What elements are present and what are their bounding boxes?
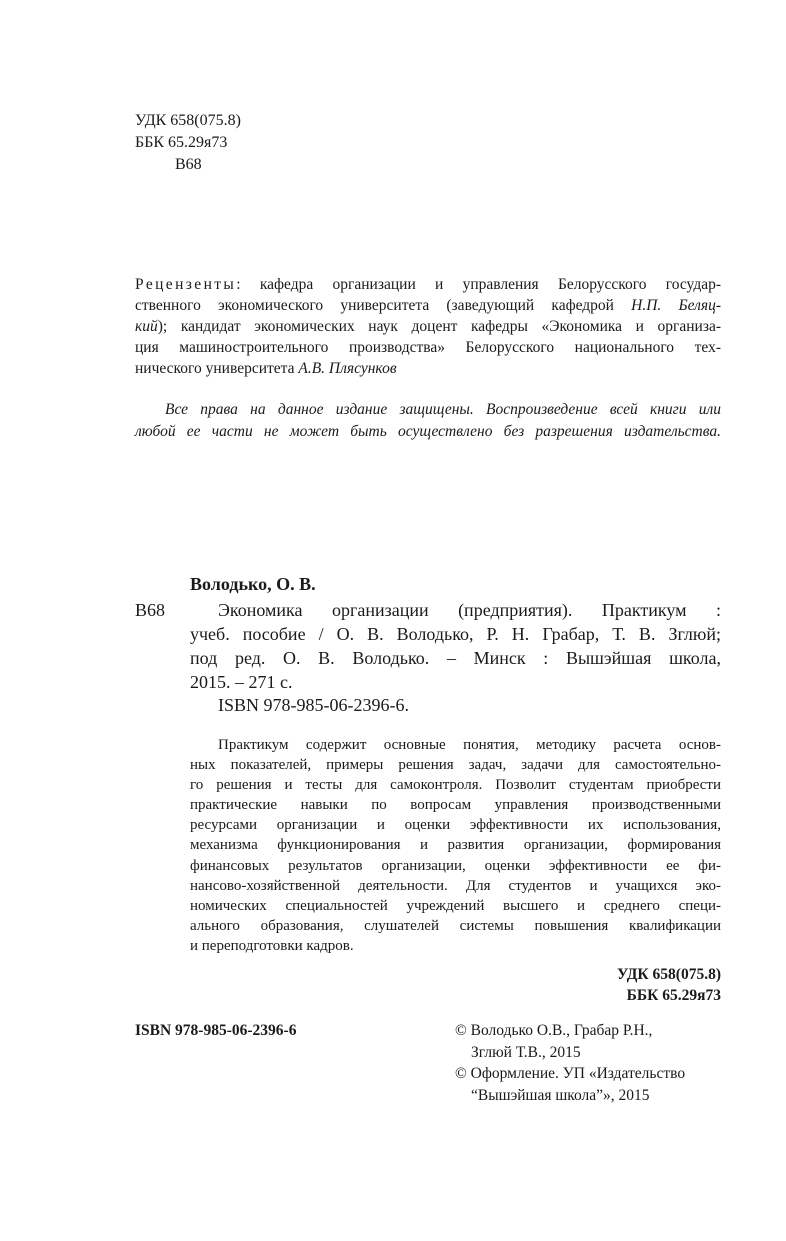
reviewers-line-3 <box>135 316 721 337</box>
annotation-line: ресурсами организации и оценки эффективности их использования, <box>190 817 721 834</box>
rights-line-2: любой ее части не может быть осуществлено без разрешения издательства. <box>135 423 721 440</box>
reviewer-name-part-2: кий <box>135 318 158 335</box>
catalog-isbn: ISBN 978-985-06-2396-6. <box>218 695 409 715</box>
reviewer-name-2: А.В. Плясунков <box>298 360 397 377</box>
annotation-line: механизма функционирования и развития организации, формирования <box>190 837 721 854</box>
catalog-code: В68 <box>135 600 166 620</box>
classification-block <box>135 110 241 176</box>
reviewers-line-1-text: : кафедра организации и управления Белорусского государ- <box>236 276 721 293</box>
copyright-line: Зглюй Т.В., 2015 <box>471 1043 581 1061</box>
copyright-line: “Вышэйшая школа”», 2015 <box>471 1086 650 1104</box>
annotation-line: го решения и тесты для самоконтроля. Позволит студентам приобрести <box>190 777 721 794</box>
bottom-isbn: ISBN 978-985-06-2396-6 <box>135 1022 297 1039</box>
reviewers-paragraph <box>135 274 721 379</box>
annotation-line: практические навыки по вопросам управления производственными <box>190 797 721 814</box>
copyright-block <box>455 1020 685 1106</box>
udk-code: УДК 658(075.8) <box>135 112 241 129</box>
reviewers-label: Рецензенты <box>135 276 237 293</box>
annotation-line: Практикум содержит основные понятия, методику расчета основ- <box>218 737 721 753</box>
bottom-udk: УДК 658(075.8) <box>616 966 721 983</box>
reviewers-line-4: ция машиностроительного производства» Белорусского национального тех- <box>135 339 721 356</box>
rights-notice <box>135 399 721 443</box>
catalog-line-2: учеб. пособие / О. В. Володько, Р. Н. Грабар, Т. В. Зглюй; <box>190 624 721 644</box>
reviewers-line-5-text: нического университета <box>135 360 295 377</box>
copyright-line: © Володько О.В., Грабар Р.Н., <box>455 1022 653 1039</box>
reviewers-line-2-text: ственного экономического университета (заведующий кафедрой <box>135 297 614 314</box>
catalog-line-3: под ред. О. В. Володько. – Минск : Вышэйшая школа, <box>190 648 721 668</box>
reviewers-line-2 <box>135 295 721 316</box>
annotation-line: ального образования, слушателей системы повышения квалификации <box>190 917 721 934</box>
bottom-codes <box>617 964 721 1006</box>
reviewers-line-3-text: ); кандидат экономических наук доцент кафедры «Экономика и организа- <box>157 318 721 335</box>
reviewer-name-part-1: Н.П. Беляц- <box>631 297 721 314</box>
annotation-line: и переподготовки кадров. <box>190 937 354 954</box>
annotation-paragraph <box>190 735 721 956</box>
annotation-line: ных показателей, примеры решения задач, задачи для самостоятельно- <box>190 757 721 774</box>
catalog-description <box>190 598 721 694</box>
annotation-line: номических специальностей учреждений высшего и среднего специ- <box>190 897 721 914</box>
annotation-line: нансово-хозяйственной деятельности. Для студентов и учащихся эко- <box>190 877 721 894</box>
bottom-bbk: ББК 65.29я73 <box>626 987 721 1004</box>
rights-line-1: Все права на данное издание защищены. Воспроизведение всей книги или <box>165 401 721 418</box>
catalog-line-4: 2015. – 271 с. <box>190 672 293 692</box>
catalog-line-1: Экономика организации (предприятия). Практикум : <box>218 600 721 620</box>
reviewers-line-1 <box>135 274 721 295</box>
annotation-line: финансовых результатов организации, оценки эффективности ее фи- <box>190 857 721 874</box>
author-code: В68 <box>175 156 202 173</box>
bbk-code: ББК 65.29я73 <box>135 134 228 151</box>
copyright-line: © Оформление. УП «Издательство <box>455 1065 686 1082</box>
catalog-author: Володько, О. В. <box>190 574 316 594</box>
reviewers-line-5 <box>135 358 721 379</box>
